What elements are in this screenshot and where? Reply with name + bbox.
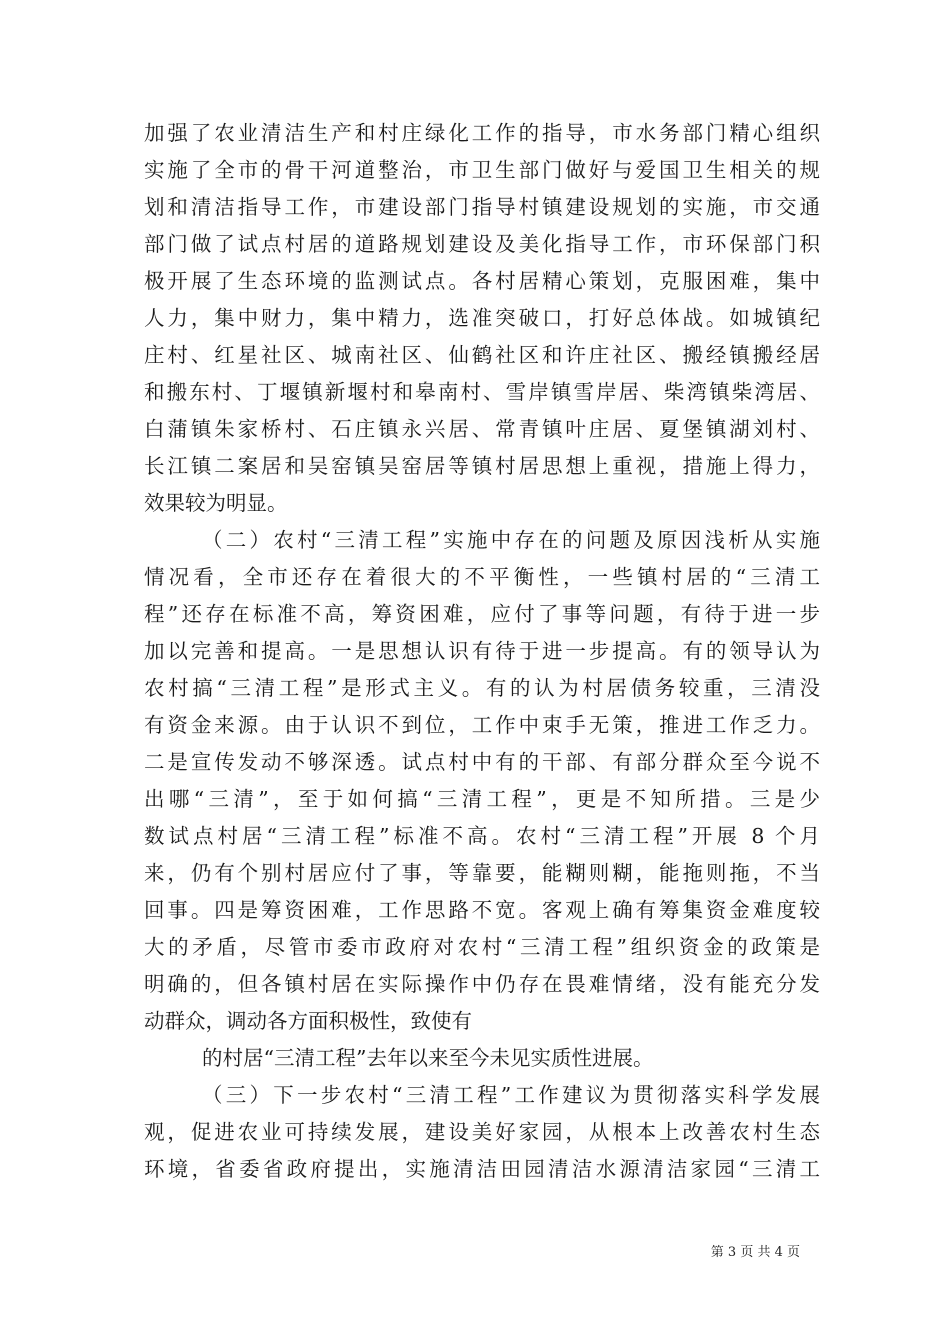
text-line: 加强了农业清洁生产和村庄绿化工作的指导，市水务部门精心组织 (144, 121, 820, 145)
text-line: 回事。四是筹资困难，工作思路不宽。客观上确有筹集资金难度较 (144, 898, 820, 922)
text-line: 程”还存在标准不高，筹资困难，应付了事等问题，有待于进一步 (144, 602, 820, 626)
text-line: 动群众，调动各方面积极性，致使有 (144, 1009, 472, 1033)
text-line: 环境，省委省政府提出，实施清洁田园清洁水源清洁家园“三清工 (144, 1157, 820, 1181)
text-line: 大的矛盾，尽管市委市政府对农村“三清工程”组织资金的政策是 (144, 935, 820, 959)
text-line: 庄村、红星社区、城南社区、仙鹤社区和许庄社区、搬经镇搬经居 (144, 343, 820, 367)
text-line: 的村居“三清工程”去年以来至今未见实质性进展。 (202, 1046, 654, 1070)
text-line: 白蒲镇朱家桥村、石庄镇永兴居、常青镇叶庄居、夏堡镇湖刘村、 (144, 417, 820, 441)
text-line: 划和清洁指导工作，市建设部门指导村镇建设规划的实施，市交通 (144, 195, 820, 219)
text-line: （三）下一步农村“三清工程”工作建议为贯彻落实科学发展 (202, 1083, 820, 1107)
text-line: 人力，集中财力，集中精力，选准突破口，打好总体战。如城镇纪 (144, 306, 820, 330)
text-line: 和搬东村、丁堰镇新堰村和皋南村、雪岸镇雪岸居、柴湾镇柴湾居、 (144, 380, 820, 404)
text-line: 加以完善和提高。一是思想认识有待于进一步提高。有的领导认为 (144, 639, 820, 663)
page-number-footer: 第 3 页 共 4 页 (710, 1245, 800, 1260)
text-line: 出哪“三清”，至于如何搞“三清工程”，更是不知所措。三是少 (144, 787, 820, 811)
text-line: 情况看，全市还存在着很大的不平衡性，一些镇村居的“三清工 (144, 565, 820, 589)
text-line: 二是宣传发动不够深透。试点村中有的干部、有部分群众至今说不 (144, 750, 820, 774)
text-line: 极开展了生态环境的监测试点。各村居精心策划，克服困难，集中 (144, 269, 820, 293)
text-line: 来，仍有个别村居应付了事，等靠要，能糊则糊，能拖则拖，不当 (144, 861, 820, 885)
text-line: （二）农村“三清工程”实施中存在的问题及原因浅析从实施 (202, 528, 820, 552)
text-line: 效果较为明显。 (144, 491, 288, 515)
text-line: 明确的，但各镇村居在实际操作中仍存在畏难情绪，没有能充分发 (144, 972, 820, 996)
text-line: 部门做了试点村居的道路规划建设及美化指导工作，市环保部门积 (144, 232, 820, 256)
text-line: 长江镇二案居和吴窑镇吴窑居等镇村居思想上重视，措施上得力， (144, 454, 820, 478)
body-text (144, 115, 820, 1188)
text-line: 农村搞“三清工程”是形式主义。有的认为村居债务较重，三清没 (144, 676, 820, 700)
text-line: 观，促进农业可持续发展，建设美好家园，从根本上改善农村生态 (144, 1120, 820, 1144)
text-line: 有资金来源。由于认识不到位，工作中束手无策，推进工作乏力。 (144, 713, 820, 737)
text-line: 实施了全市的骨干河道整治，市卫生部门做好与爱国卫生相关的规 (144, 158, 820, 182)
text-line: 数试点村居“三清工程”标准不高。农村“三清工程”开展 8 个月 (144, 824, 820, 848)
